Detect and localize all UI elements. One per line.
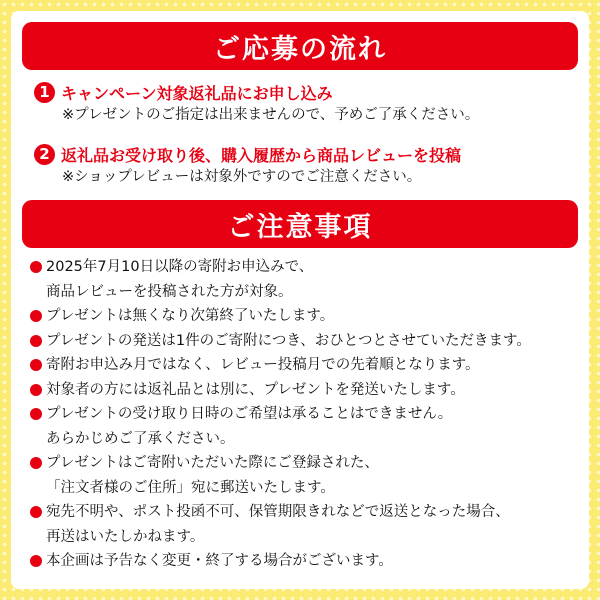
step-note: ※プレゼントのご指定は出来ませんので、予めご了承ください。	[62, 107, 480, 123]
bullet-icon	[30, 457, 42, 469]
notice-item	[30, 378, 585, 403]
step-title: 返礼品お受け取り後、購入履歴から商品レビューを投稿	[61, 145, 462, 165]
flow-step-1	[34, 80, 574, 126]
notice-item	[30, 255, 585, 304]
notice-title: ご注意事項	[227, 211, 373, 243]
notice-item	[30, 549, 585, 574]
step-number-badge: 2	[34, 144, 55, 165]
flow-title: ご応募の流れ	[213, 33, 387, 65]
notice-item-line: 再送はいたしかねます。	[46, 528, 205, 545]
notice-list	[30, 255, 585, 574]
notice-item-line: 宛先不明や、ポスト投函不可、保管期限きれなどで返送となった場合、	[46, 504, 510, 520]
bullet-icon	[30, 335, 42, 347]
bullet-icon	[30, 555, 42, 567]
notice-item-line: プレゼントはご寄附いただいた際にご登録された、	[46, 455, 379, 471]
notice-item-line: 対象者の方には返礼品とは別に、プレゼントを発送いたします。	[46, 381, 465, 398]
bullet-icon	[30, 359, 42, 371]
notice-item-line: あらかじめご了承ください。	[46, 430, 235, 447]
bullet-icon	[30, 261, 42, 273]
notice-item	[30, 329, 585, 354]
notice-item	[30, 304, 585, 329]
notice-item	[30, 353, 585, 378]
notice-item	[30, 500, 585, 549]
bullet-icon	[30, 384, 42, 396]
flow-step-2	[34, 142, 574, 188]
notice-item-line: 「注文者様のご住所」宛に郵送いたします。	[46, 479, 335, 496]
notice-item-line: プレゼントは無くなり次第終了いたします。	[46, 308, 335, 324]
bullet-icon	[30, 506, 42, 518]
notice-item-line: 本企画は予告なく変更・終了する場合がございます。	[46, 553, 393, 569]
flow-title-banner	[22, 22, 578, 70]
notice-item-line: 寄附お申込み月ではなく、レビュー投稿月での先着順となります。	[46, 357, 480, 373]
notice-item-line: 2025年7月10日以降の寄附お申込みで、	[46, 259, 314, 275]
bullet-icon	[30, 408, 42, 420]
notice-item-line: プレゼントの発送は1件のご寄附につき、おひとつとさせていただきます。	[46, 332, 531, 349]
step-note: ※ショップレビューは対象外ですのでご注意ください。	[62, 169, 422, 185]
notice-item	[30, 402, 585, 451]
step-number-badge: 1	[34, 82, 55, 103]
bullet-icon	[30, 310, 42, 322]
notice-title-banner	[22, 200, 578, 248]
notice-item-line: 商品レビューを投稿された方が対象。	[46, 283, 293, 300]
notice-item-line: プレゼントの受け取り日時のご希望は承ることはできません。	[46, 406, 453, 422]
notice-item	[30, 451, 585, 500]
step-title: キャンペーン対象返礼品にお申し込み	[61, 83, 333, 103]
